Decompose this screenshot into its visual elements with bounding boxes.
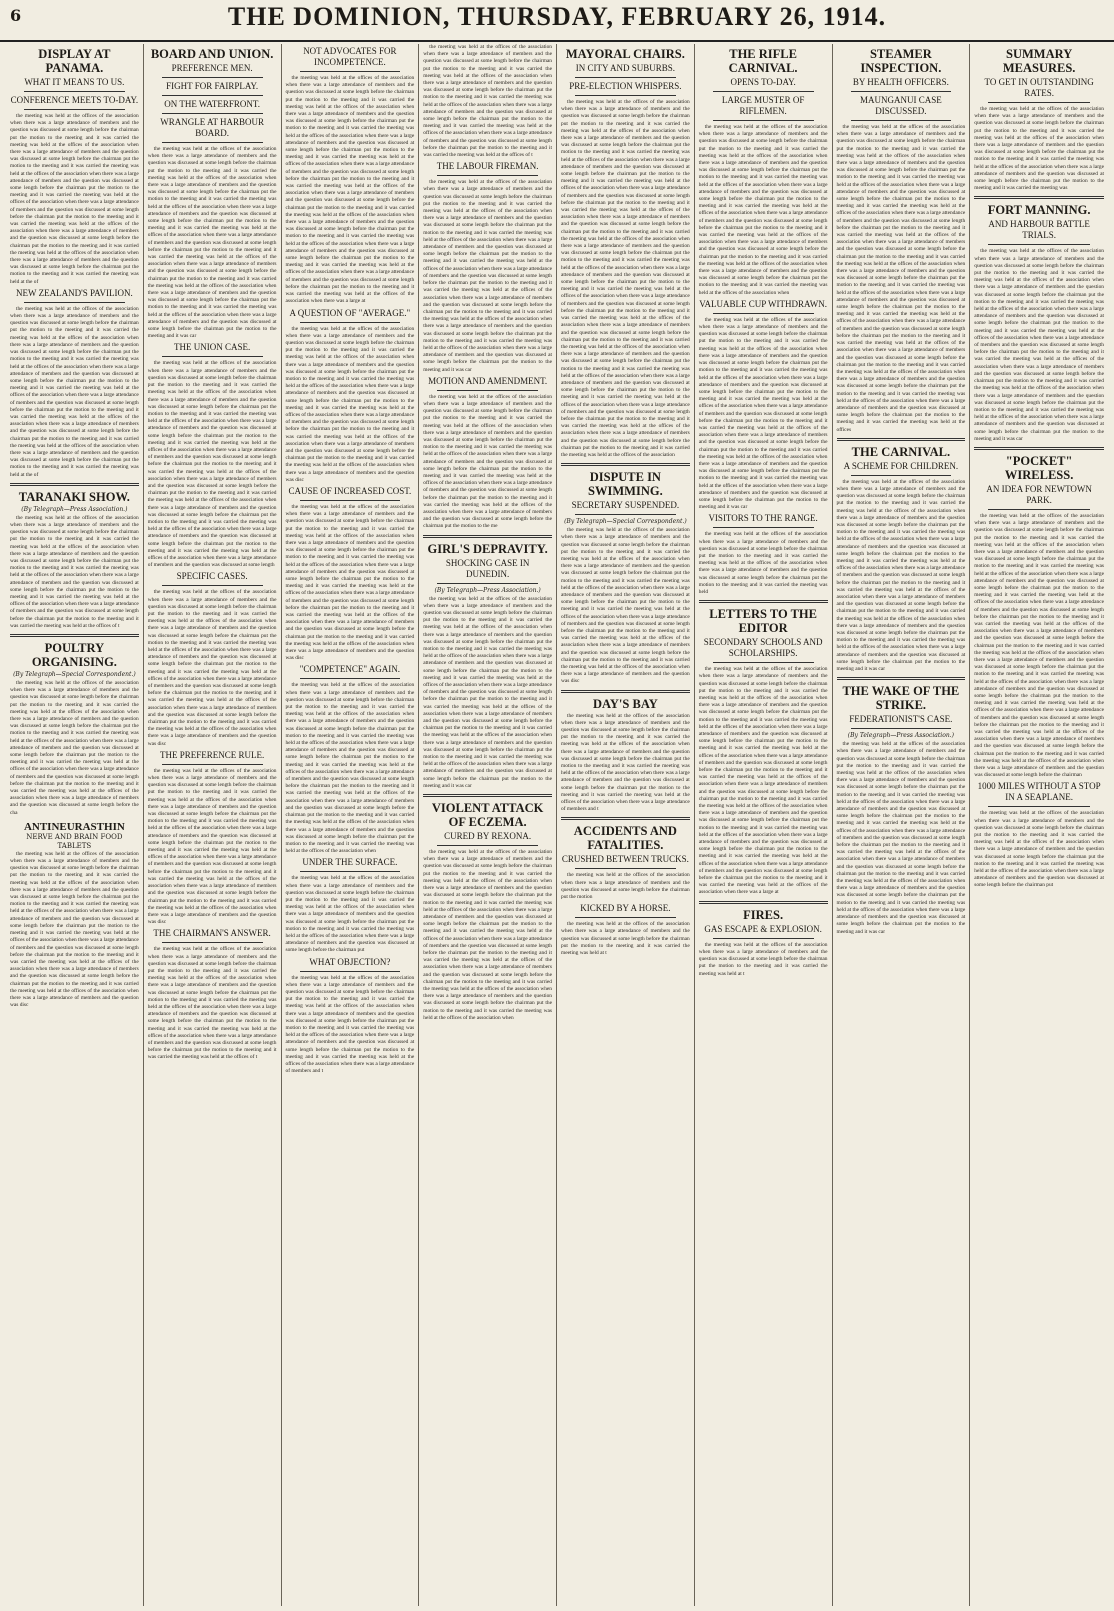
article-subheading: 1000 MILES WITHOUT A STOP IN A SEAPLANE. [977,781,1101,803]
article-body-text: the meeting was held at the offices of the association when there was a large attendance of members and the question was discussed at some length before the chairman put the motion to the meeting and it was carried the meeting was held at the offices of the association when there was a large attendance of members and the question was discussed at some length before the chairman put the motion to the meeting and it was carried the meeting was held at the offices of the association when there was a large attendance of members and the question was discussed at some length before the chairman put the motion to the meeting and it was carried the meeting was held at the offices of the association when there was a large attendance of members and t [561,712,690,813]
article-headline: BOARD AND UNION. [150,47,274,61]
article-subheading: KICKED BY A HORSE. [580,903,671,914]
article-headline: ACCIDENTS AND FATALITIES. [573,824,677,853]
article-subheading: VALUABLE CUP WITHDRAWN. [699,298,828,309]
heading-rule [713,938,814,939]
newspaper-title: THE DOMINION, THURSDAY, FEBRUARY 26, 1914. [227,2,887,31]
column-1 [6,44,144,1606]
article-subheading: AN IDEA FOR NEWTOWN PARK. [986,483,1092,505]
heading-rule [437,583,538,584]
article-headline: "POCKET" WIRELESS. [1004,453,1074,482]
article-subheading: FIGHT FOR FAIRPLAY. [166,81,259,91]
heading-rule [713,91,814,92]
article-subheading: ON THE WATERFRONT. [164,99,260,109]
article-body-text: the meeting was held at the offices of the association when there was a large attendance of members and the question was discussed at some length before the chairman put the motion to the meeting and it was carried the meeting was held at the offices of the association when there was a large attendance of members and the question was discussed at some length before the chairman put the motion to the meeting and it was carried the meeting was held at the offices of the association when there was a large attendance of members and the question was discussed at some length before the chairman put the motion to the meeting and it was carried the meeting was held at the offices of the association when there was a large attendance of members and the question was discussed at some length before the chairman put the motion to the meeting and it was carried the meeting was held at the offices of the association when there was a large attendance of members and the question was discussed at some length before the chairman put the motion to the meeting and it was carried the meeting was held at the offices of the association when there was a large attendance of members and the question was discussed at some length before the chairman put the motion to the meeting and it was carried the meeting was held at the offices of the association when there was a large attendance of members and the question was discussed at some length before the chairman put the motion to the meeting and it was car [423,179,552,373]
article-subheading: GAS ESCAPE & EXPLOSION. [704,923,822,934]
article-headline: TARANAKI SHOW. [18,489,130,504]
article-subheading: WHAT OBJECTION? [309,956,391,967]
article-headline: MAYORAL CHAIRS. [565,47,685,61]
article-subheading: THE LABOUR FIREMAN. [436,161,539,172]
article-subheading: SHOCKING CASE IN DUNEDIN. [445,557,530,579]
article-body-text: the meeting was held at the offices of the association when there was a large attendance of members and the question was discussed at some length before the chairman put the motion to the meeting and it was carried the meeting was held at t [698,941,828,977]
column-5 [557,44,695,1606]
article-body-text: the meeting was held at the offices of the association when there was a large attendance of members and the question was discussed at some length before the chairman put the motion to the meeting and it was carried the meeting was held at the offices of the association when there was a large attendance of members and the question was discussed at some length before the chairman put the motion to the meeting and it was carried the meeting was held at the offices of the association when there was a large attendance of members and the question was discussed at some length before the chairman put the motion to the meeting and it was carried the meeting was held at the offices of the association when there was a large attendance of members and the question was discussed at some length before the chairman put the motion to the meeting and it was carried the meeting was held at the offices of the association when there was a large attendance of members and the question was discussed at some length before the chairman put the motion to the meeting and it was carried the meeting was held at the offices of the association when there was a large attendance of members and the question was discussed at some length before the chairman put the motion to the meeting and it was carried the meeting was held at the offices of the association when there was a large attendance of members and the question was discussed at some length before the chairman put the motion to the meeting and it was car [836,478,966,673]
article-subheading: WRANGLE AT HARBOUR BOARD. [160,117,265,138]
advertisement-subtitle: NERVE AND BRAIN FOOD TABLETS [26,832,123,850]
article-body-text: the meeting was held at the offices of the association when there was a large attendance of members and the question was discussed at some length before the chairman put the motion to the meeting and it was carried the meeting was held at the offices of the association when there was a large attendance of members and the question was discussed at some length before the chairman put the motion to the meeting and it was carried the meeting was held at the offices of the association when there was a large attendance of members and the question was discussed at some length before the chairman put the motion to the meeting and it was carried the meeting was held at the offices of the association when there was a large attendance of members and the question was discussed at some length before the chairman put the motion to the meeting and it was carried the meeting was held at the offices of the association when there was a large attendance of members and the question was discussed at some length before the chairman put the motion to the meeting and it was carried the meeting was held at the offices of the association when there was a large attendance of members and the question was disc [561,527,690,685]
columns-container [6,44,1108,1606]
article-body-text: the meeting was held at the offices of the association when there was a large attendance of members and the question was discussed at some length before the chairman put the motion to the meeting and it was carried the meeting was held at the offices of the association when there was a large attendance of members and the question was discussed at some length before the chairman put the motion to the meeting and it was carried the meeting was held at the offices of the association when there was a large attendance of members and the question was discussed at some length before the chairman put the motion to the meeting and it was carried the meeting was held at the offices of the association when there was a large attendance of members and the question was discussed at some length before the chairman put the motion to the meeting and it was carried the meeting was held at the offices of the association when there was a large attendance of members and the question was discussed at some length before the chairman put the motion to the meeting and it was carried the meeting was held at the offices of the association when there was a large attendance of members and the question was discussed at some length before the chairman put the motion to the meeting and it was carried the meeting was held at the offices of the association when there was a large attendance of members and the question was discussed at some length before the chairman put the motion to the meeting and it was carried the meeting was held at the offices of the association when there was a large attendance of members and the question was discussed at some length before the chairman put the motion to the meeting and it was carried the meeting was held at the offices of the association when there was a large attendance of members and the question was discussed at some length before the chairman put the motion to the meeting and it was carried the meeting was held at the offices of the association when there was a large attendance of members and the question was discussed at some length before the chairman put the motion to the meeting and it was carried the meeting was held at the offices of the association when there was a large attendance of members and the question was discussed at some length before the chairman put the motion to the meeting and it was carried the meeting was held at the offices of the association when there was a large attendance of members and the question was discussed at some length before the chairman put the motion to the meeting and it was carried the meeting was held at the offices of the association when there was a large attendance of members and the question was discussed at some length before the chairman put the motion to the meeting and it was carried the meeting was held at the offices of the association [561,99,690,458]
article-subheading: AND HARBOUR BATTLE TRIALS. [988,219,1090,241]
article-body-text: the meeting was held at the offices of the association when there was a large attendance of members and the question was discussed at some length before the chairman put the motion to the meeting and it was carried the meeting was held at the offices of the association when there was a large attendance of members and the question was discussed at some length before the chairman put the motion to the meeting and it was carried the meeting was held at the offices of the association when there was a large attendance of members and the question was discussed at some length before the chairman put the motion to the meeting and it was carried the meeting was held at the offices of the association when there was a large attendance of members and the question was discussed at some length before the chairman put the motion to the meeting and it was carried the meeting was held at the offices of the association when there was a large attendance of members and the question was discussed at some length before the chairman put the motion to the meeting and it was carried the meeting was held at the offices of the association when there was a large attendance of members and the question was discussed at some length before the chairman put the motion to the meeting and it was carried the meeting was held at the offices of the association when there was a large attendance of members and the question was discussed at some length before the chairman put the motion to the meeting and it was carried the meeting was held at the offices of the association when there was a large attendance of members and the question was discussed at some length before the chairman put the motion to the meeting and it was carried the meeting was held at the offices of the association when there was a large attendance of members and the question was discussed at some length before the chairman put the motion to the meeting and it was carried the meeting was held at the offices of the association when there was a large attendance of members and the question was discussed at some length before the chairman put the motion to the meeting and it was carried the meeting was held at the offices of the association when there was a large attendance of members and the question was discussed at some length before the chairman put the motion to the meeting and it was carried the meeting was held at the offices [836,124,966,433]
article-subheading: UNDER THE SURFACE. [302,857,398,868]
article-body-text: the meeting was held at the offices of the association when there was a large attendance of members and the question was discussed at some length before the chairman put the motion to the meeting and it was carried the meeting was held at the offices of the association when there was a large attendance of members and the question was discussed at some length before the chairman put the motion to the meeting and it was carried the meeting was held at the offices of the association when there was a large attendance of members and the question was discussed at some length before the chairman put the motion to the meeting and it was carried the meeting was held at the offices of the association when there was a large attendance of members and the question was discussed at some length before the chairman put the motion to the meeting and it was carried the meeting was held at the offices of the association when there was a large attendance of members and the question was discussed at some length before the chairman put the motion to the meeting and it was carried the meeting was held at the offices of the association when there was a large attendance of members and the question was discussed at some length before the chairman put the motion to the meeting and it was carried the meeting was held at the offices of the association when there was a large attendance of members and the question was discussed at some length before the chairman put the motion to the meeting and it was carried the meeting was held at the offices of the association when there was a large attendance of members and the question was discussed at some length before the chairman put the motion to the meeting and it was carried the meeting was held at the offices of the association when there was a large at [698,666,828,896]
section-divider [561,817,690,820]
article-subheading: MOTION AND AMENDMENT. [428,375,548,386]
column-2 [144,44,282,1606]
section-divider [10,634,139,637]
article-headline: GIRL'S DEPRAVITY. [427,541,548,556]
article-body-text: the meeting was held at the offices of the association when there was a large attendance of members and the question was discussed at some length before the chairman put the motion to the meeting and it was carried the meeting was held at the offices of the association when there was a large attendance of members and the question was discussed at some length before the chairman put the motion to the meeting and it was carried the meeting was held at the offices of the association when there was a large attendance of members and the question was discussed at some length before the chairman put the motion to the meeting and it was carried the meeting was held at the offices of the association when there was a large attendance of members and the question was discussed at some length before the chairman put the motion to the meeting and it was carried the meeting was held at the offices of the association when there was a large attendance of members and the question was discussed at some length before the chairman put the motion to the meeting and it was carried the meeting was held at the offices of the association when there was a large attendance of members and the question was discussed at some length before the chairman put the motion to the meeting and it was carried the meeting was held at the offices of the association when there was a large attendance of members and the question was discussed at some length before the chairman put the motion to the meeting and it was carried the meeting was held at the offices of the association when there was a large attendance of members and the question was discussed at some length [147,360,277,569]
article-subheading: THE PREFERENCE RULE. [159,749,265,760]
column-6 [695,44,833,1606]
article-subheading: SECRETARY SUSPENDED. [571,500,680,511]
advertisement-title: ANTINEURASTHIN [23,820,125,833]
article-body-text: the meeting was held at the offices of the association when there was a large attendance of members and the question was discussed at some length before the chairman put the motion to the meeting and it was carried the meeting was held at the offices of the association when there was a large attendance of members and the question was discussed at some length before the chairman put the motion to the meeting and it was carried the meeting was held at the offices of the association when there was a large attendance of members and the question was discussed at some length before the chairman put the motion to the meeting and it was carried the meeting was held at the offices of the association when there was a large attendance of members and the question was discussed at some length before the chairman put the motion to the meeting and it was carried the meeting was held at the offices of the association when there was a large attendance of members and the question was discussed at some length before the chairman put the motion to the meeting and it was carried the meeting was held at the offices of the association when there was a large attendance of members and the question was disc [147,767,277,926]
heading-rule [162,585,263,586]
article-subheading: LARGE MUSTER OF RIFLEMEN. [721,95,805,116]
article-body-text: the meeting was held at the offices of the association when there was a large attendance of members and the question was discussed at some length before the chairman put the motion to the meeting and it was carried the meeting was held at the offices of the association when there was a large attendance of members and the question was discussed at some length before the chairman put the motion to the meeting and it was carried the meeting was held at the offices of the association when there was a large attendance of members and the question was discussed at some length before the chairman put the motion to the meeting and it was carried the meeting was held at the offices of the association when there was a large attendance of members and the question was discussed at some length before the chairman put the motion to the meeting and it was carried the meeting was held at the offices of the association when there was a large attendance of members and the question was discussed at some length before the chairman put the motion to the meeting and it was carried the meeting was held at the offices of the association when there was a large attendance of members and the question was discussed at some length before the chairman put the motion to the meeting and it was carried the meeting was held at the offices of the association when [423,849,552,1021]
heading-rule [300,678,401,679]
heading-rule [851,728,952,729]
heading-rule [575,77,676,78]
heading-rule [162,142,263,143]
section-divider [423,535,552,538]
article-body-text: the meeting was held at the offices of the association when there was a large attendance of members and the question was discussed at some length before the chairman put the motion to the meeting and it was carried the meeting was held at the offices of the association when there was a large attendance of members and the question was discussed at some length before the chairman put the motion to the meeting and it was carried the meeting was held at the offices of the association when there was a large attendance of members and the question was discussed at some length before the chairman put the motion to the meeting and it was carried the meeting was held at the offices of the association when there was a large attendance of members and the question was discussed at some length before the chairman put the motion to the meeting and it was carried the meeting was held at the offices of the association when there was a large attendance of members and the question was discussed at some length before the chairman put the motion to the meeting and it was carried the meeting was held at the offices of the association when there was a large attendance of members and the question was disc [147,589,277,747]
article-body-text: the meeting was held at the offices of the association when there was a large attendance of members and the question was discussed at some length before the chairman put the motion to the meeting and it was carried the meeting was held at the offices of the association when there was a large attendance of members and the question was discussed at some length before the chairman put the motion to the meeting and it was carried the meeting was held at the offices of the association when there was a large attendance of members and the question was discussed at some length before the chairman put the motion to the meeting and it was carried the meeting was held at the offices of the association when there was a large attendance of members and t [285,974,415,1075]
article-headline: FORT MANNING. [987,203,1091,218]
heading-rule [162,942,263,943]
article-headline: DISPLAY AT PANAMA. [38,47,111,75]
heading-rule [300,871,401,872]
column-3 [282,44,420,1606]
heading-rule [162,95,263,96]
section-divider [561,463,690,466]
heading-rule [851,120,952,121]
article-headline: FIRES. [743,907,784,922]
column-4 [419,44,557,1606]
article-body-text: the meeting was held at the offices of the association when there was a large attendance of members and the question was discussed at some length before the chairman put the motion to the meeting and it was carried the meeting was held at the offices of the association when there was a large attendance of members and the question was discussed at some length before the chairman put the motion to the meeting and it was carried the meeting was held at the offices of the association when there was a large attendance of members and the question was discussed at some length before the chairman put the motion to the meeting and it was carried the meeting was held at the offices of the association when there was a large attendance of members and the question was discussed at some length before the chairman put the motion to the meeting and it was carried the meeting was held at the offices of the association when there was a large attendance of members and the question was discussed at some length before the chairman put the motion to the meeting and it was carried the meeting was held at the offices of the association when there was a large attendance of members and the question was discussed at some length before the chairman put the motion to the meeting and it was carried the meeting was held at the offices of the association when there was a large attendance of members and the question was discussed at some length before the chairman put the motion to the meeting and it was car [147,146,277,340]
article-subheading: A QUESTION OF "AVERAGE." [289,307,411,318]
article-subheading: BY HEALTH OFFICERS. [852,77,949,87]
article-subheading: THE CHAIRMAN'S ANSWER. [153,928,271,939]
article-headline: THE RIFLE CARNIVAL. [728,47,798,75]
heading-rule [988,102,1090,103]
article-subheading: TO GET IN OUTSTANDING RATES. [984,77,1094,98]
heading-rule [300,322,401,323]
heading-rule [437,390,538,391]
article-headline: THE WAKE OF THE STRIKE. [842,684,960,713]
section-divider [699,600,828,603]
article-subheading: SPECIFIC CASES. [176,571,248,582]
article-body-text: the meeting was held at the offices of the association when there was a large attendance of members and the question was discussed at some length before the chairman put the motion to the meeting and it was carried the meeting was held at the offices of the association when there was a large attendance of members and the question was discussed at some length before the chairman put the motion to the meeting and it was carried the meeting was held [698,531,828,595]
article-subheading: FEDERATIONIST'S CASE. [849,714,953,725]
heading-rule [162,113,263,114]
byline: (By Telegraph—Press Association.) [434,586,541,594]
article-subheading: VISITORS TO THE RANGE. [708,513,818,524]
article-body-text: the meeting was held at the offices of the association when there was a large attendance of members and the question was discussed at some length before the chairman put the motion to the meeting and it was carried the meeting was held at t [561,921,690,957]
article-subheading: CONFERENCE MEETS TO-DAY. [10,95,139,105]
heading-rule [437,175,538,176]
article-body-text: the meeting was held at the offices of the association when there was a large attendance of members and the question was discussed at some length before the chairman put the motion to the meeting and it was carried the meeting was held at the offices of the association when there was a large attendance of members and the question was discussed at some length before the chairman put the motion to the meeting and it was carried the meeting was held at the offices of the association when there was a large attendance of members and the question was discussed at some length before the chairman put the motion to the meeting and it was carried the meeting was held at the offices of the association when there was a large attendance of members and the question was discussed at some length before the chairman put the motion to the meeting and it was carried the meeting was held at the offices of the association when there was a large attendance of members and the question was discussed at some length before the chairman put the motion to the meeting and it was carried the meeting was held at the offices of the association when there was a large attendance of members and the question was disc [285,325,415,483]
heading-rule [713,662,814,663]
heading-rule [162,77,263,78]
article-subheading: WHAT IT MEANS TO US. [24,77,125,87]
article-body-text: the meeting was held at the offices of the association when there was a large attendance of members and the question was discussed at some length before the chairman put the motion to the meeting and it was carried the meeting was held at the offices of the association when there was a large attendance of members and the question was discussed at some length before the chairman put the motion to the meeting and it was carried the meeting was held at the offices of the association when there was a large attendance of members and the question was discussed at some length before the chairman put the motion to the meeting and it was carried the meeting was held at the offices of the association when there was a large attendance of members and the question was discussed at some length before the chairman put the motion to the meeting and it was carried the meeting was held at the offices of t [147,946,277,1061]
article-body-text: the meeting was held at the offices of the association when there was a large attendance of members and the question was discussed at some length before the chairman put the motion to the meeting and it was carried the meeting was held at the offices of the association when there was a large attendance of members and the question was discussed at some length before the chairman put the motion to the meeting and it was carried the meeting was held at the offices of the association when there was a large attendance of members and the question was discussed at some length before the chairman put the motion to the meeting and it was carried the meeting was held at the offices of the association when there was a large attendance of members and the question was discussed at some length before the chairman put the motion to the meeting and it was carried the meeting was held at the offices of the association when there was a large attendance of members and the question was discussed at some length before the chairman put the motion to the meeting and it was carried the meeting was held at the offices of the association when there was a large attendance of members and the question was discussed at some length before the chairman put the motion to the meeting and it was carried the meeting was held at the of [10,305,139,478]
article-body-text: the meeting was held at the offices of the association when there was a large attendance of members and the question was discussed at some length before the chairman put the motion to the meeting and it was carried the meeting was held at the offices of the association when there was a large attendance of members and the question was discussed at some length before the chairman put the motion to the meeting and it was carried the meeting was held at the offices of the association when there was a large attendance of members and the question was discussed at some length before the chairman put the motion to the meeting and it was carried the meeting was held at the offices of the association when there was a large attendance of members and the question was discussed at some length before the chairman put the motion to the meeting and it was carried the meeting was held at the offices of the association when there was a large attendance of members and the question was discussed at some length before the chairman put the motion to the meeting and it was carried the meeting was held at the offices of the association when there was a large attendance of members and the question was discussed at some length before the chairman put the motion to the meeting and it was carried the meeting was held at the of [10,113,139,285]
byline: (By Telegraph—Special Correspondent.) [13,671,136,678]
section-divider [10,483,139,486]
heading-rule [988,244,1090,245]
article-headline: STEAMER INSPECTION. [860,47,942,75]
column-7 [833,44,971,1606]
article-body-text: the meeting was held at the offices of the association when there was a large attendance of members and the question was discussed at some length before the chairman put the motion to the meeting and it was carried the meeting was held at the offices of the association when there was a large attendance of members and the question was discussed at some length before the chairman put the motion to the meeting and it was carried the meeting was held at the offices of the association when there was a large attendance of members and the question was discussed at some length before the chairman put the motion to the meeting and it was carried the meeting was held at the offices of the association when there was a large attendance of members and the question was discussed at some length before the chairman put the motion to the meeting and it was carried the meeting was held at the offices of the association when there was a large attendance of members and the question was discussed at some length before the chairman put the motion to the meeting and it was carried the meeting was held at the offices of the association when there was a large attendance of members and the question was disc [10,850,139,1009]
heading-rule [162,356,263,357]
article-headline: DAY'S BAY [593,696,658,711]
article-subheading: "COMPETENCE" AGAIN. [299,664,401,675]
heading-rule [988,509,1090,510]
article-subheading: NOT ADVOCATES FOR INCOMPETENCE. [303,46,397,67]
article-subheading: SECONDARY SCHOOLS AND SCHOLARSHIPS. [703,637,823,659]
article-subheading: THE UNION CASE. [174,342,251,353]
heading-rule [713,313,814,314]
article-subheading: PREFERENCE MEN. [171,63,253,73]
article-subheading: CAUSE OF INCREASED COST. [288,485,412,496]
article-body-text: the meeting was held at the offices of the association when there was a large attendance of members and the question was discussed at some length before the chairman put the motion to the meeting and it was carried the meeting was held at the offices of the association when there was a large attendance of members and the question was discussed at some length before the chairman put the motion to the meeting and it was carried the meeting was held at the offices of the association when there was a large attendance of members and the question was discussed at some length before the chairman put the motion to the meeting and it was carried the meeting was held at the offices of the association when there was a large attendance of members and the question was discussed at some length before the chairman put the motion to the meeting and it was carried the meeting was held at the offices of the association when there was a large attendance of members and the question was discussed at some length before the chairman put the motion to the meeting and it was carried the meeting was held at the offices of the association when there was a large attendance of members and the question was discussed at some length before the chairman put the motion to the meeting and it was carried the meeting was held at the offices of the association when there was a large attendance of members and the question was discussed at some length before the chairman put the motion to the meeting and it was car [423,595,552,789]
heading-rule [851,91,952,92]
byline: (By Telegraph—Special Correspondent.) [564,518,687,526]
heading-rule [24,109,125,110]
article-subheading: A SCHEME FOR CHILDREN. [843,460,959,471]
article-body-text: the meeting was held at the offices of the association when there was a large attendance of members and the question was discussed at some length before the chairman put the motion to the meeting and it was carried the meeting was held at the offices of the association when there was a large attendance of members and the question was discussed at some length before the chairman put the motion to the meeting and it was carried the meeting was held at the offices of the association when there was a large attendance of members and the question was discussed at some length before the chairman put the motion to the meeting and it was carried the meeting was held at the offices of the association when there was a large attendance of members and the question was discussed at some length before the chairman put the motion to the meeting and it was carried the meeting was held at the offices of the association when there was a large attendance of members and the question was discussed at some length before the chairman put the motion to the meeting and it was carried the meeting was held at the offices of the association when there was a large attendance of members and the question was discussed at some length before the chairman put the motion to the meeting and it was carried the meeting was held at the offices of the association when there was a large attendance of members and the question was discussed at some length before the chairman put the motion to the meeting and it was carried the meeting was held at the offices of the association when there was a large attendance of members and the question was discussed at some length before the chairman put the motion to the meeting and it was carried the meeting was held at the offices of the association when there was a large attendance of members and the question was discussed at some length before the chairman put the motion to the meeting and it was carried the meeting was held at the offices of the association when there was a large attendance of members and the question was discussed at some length before the chairman [974,512,1104,779]
article-body-text: the meeting was held at the offices of the association when there was a large attendance of members and the question was discussed at some length before the chairman put the motion to the meeting and it was carried the meeting was held at the offices of the association when there was a large attendance of members and the question was discussed at some length before the chairman put the motion to the meeting and it was carried the meeting was held at the offices of the association when there was a large attendance of members and the question was discussed at some length before the chairman put the motion to the meeting and it was carried the meeting was held at the offices of the association when there was a large attendance of members and the question was discussed at some length before the chairman put the motion to the meeting and it was carried the meeting was held at the offices of the association when there was a large attendance of members and the question was discussed at some length before the chairman put the motion to the meeting and it was carried the meeting was held at the offices of the association when there was a large attendance of members and the question was discussed at some length before the chairman put the motion to the meeting and it was carried the meeting was held at the offices of the association when [698,124,828,296]
article-body-text: the meeting was held at the offices of the association when there was a large attendance of members and the question was discussed at some length before the chairman put the motion to the meeting and it was carried the meeting was held at the offices of the association when there was a large attendance of members and the question was discussed at some length before the chairman put the motion to the meeting and it was carried the meeting was held at the offices of the association when there was a large attendance of members and the question was discussed at some length before the chairman put the motion to the meeting and it was carried the meeting was held at the offices of the association when there was a large attendance of members and the question was discussed at some length before the chairman put the motion to the meeting and it was carried the meeting was held at the offices of t [10,514,139,629]
heading-rule [713,527,814,528]
heading-rule [300,971,401,972]
section-divider [699,901,828,904]
article-subheading: CRUSHED BETWEEN TRUCKS. [561,854,689,865]
heading-rule [24,302,125,303]
article-subheading: MAUNGANUI CASE DISCUSSED. [859,95,942,116]
heading-rule [575,95,676,96]
article-headline: THE CARNIVAL. [851,444,951,459]
article-headline: SUMMARY MEASURES. [1002,47,1076,75]
heading-rule [162,764,263,765]
article-body-text: the meeting was held at the offices of the association when there was a large attendance of members and the question was discussed at some length before the chairman put the motion to the meeting and it was carried the meeting was held at the offices of the association when there was a large attendance of members and the question was discussed at some length before the chairman put the motion to the meeting and it was carried the meeting was held at the offices of the association when there was a large attendance of members and the question was discussed at some length before the chairman put the motion to the meeting and it was carried the meeting was held at the offices of the association when there was a large attendance of members and the question was discussed at some length before the chairman put the motion to the meeting and it was carried the meeting was held at the offices of t [423,44,552,159]
section-divider [837,677,966,680]
column-8 [970,44,1108,1606]
heading-rule [575,917,676,918]
section-divider [837,438,966,441]
heading-rule [713,120,814,121]
byline: (By Telegraph—Press Association.) [21,505,128,513]
article-headline: LETTERS TO THE EDITOR [709,607,817,636]
article-body-text: the meeting was held at the offices of the association when there was a large attendance of members and the question was discussed at some length before the chairman put the motion to the meeting and it was carried the meeting was held at the offices of the association when there was a large attendance of members and the question was discussed at some length before the chairman put the motion to the meeting and it was carried the meeting was held at the offices of the association when there was a large attendance of members and the question was discussed at some length before the chairman put the motion to the meeting and it was carried the meeting was [974,106,1104,192]
section-divider [974,447,1104,450]
article-subheading: PRE-ELECTION WHISPERS. [569,81,682,91]
article-headline: DISPUTE IN SWIMMING. [588,470,663,499]
article-body-text: the meeting was held at the offices of the association when there was a large attendance of members and the question was discussed at some length before the chairman put the motion to the meeting and it was carried the meeting was held at the offices of the association when there was a large attendance of members and the question was discussed at some length before the chairman put the motion to the meeting and it was carried the meeting was held at the offices of the association when there was a large attendance of members and the question was discussed at some length before the chairman put the motion to the meeting and it was carried the meeting was held at the offices of the association when there was a large attendance of members and the question was discussed at some length before the chairman put the motion to the meeting and it was carried the meeting was held at the offices of the association when there was a large attendance of members and the question was discussed at some length before the chairman put the motion to the meeting and it was carried the meeting was held at the offices of the association when there was a large attendance of members and the question was discussed at some length before the chairman put the motion to the meeting and it was carried the meeting was held at the offices of the association when there was a large attendance of members and the question was discussed at some length before the chairman put the motion to the meeting and it was car [836,741,966,935]
article-body-text: the meeting was held at the offices of the association when there was a large attendance of members and the question was discussed at some length before the chairman put the motion to the meeting and it was carried the meeting was held at the offices of the association when there was a large attendance of members and the question was discussed at some length before the chairman put the motion to the meeting and it was carried the meeting was held at the offices of the association when there was a large attendance of members and the question was discussed at some length before the chairman put the motion to the meeting and it was carried the meeting was held at the offices of the association when there was a large attendance of members and the question was discussed at some length before the chairman put the motion to the meeting and it was carried the meeting was held at the offices of the association when there was a large attendance of members and the question was discussed at some length before the chairman put the motion to the meeting and it was carried the meeting was held at the offices of the association when there was a large attendance of members and the question was disc [285,503,415,662]
heading-rule [437,845,538,846]
article-body-text: the meeting was held at the offices of the association when there was a large attendance of members and the question was discussed at some length before the chairman put the motion to the meeting and it was carried the meeting was held at the offices of the association when there was a large attendance of members and the question was discussed at some length before the chairman put the motion to the meeting and it was carried the meeting was held at the offices of the association when there was a large attendance of members and the question was discussed at some length before the chairman put the motion to the meeting and it was carried the meeting was held at the offices of the association when there was a large attendance of members and the question was discussed at some length before the chairman put the motion to the meeting and it was carried the meeting was held at the offices of the association when there was a large attendance of members and the question was discussed at some length before the chairman put the motion to the meeting and it was carried the meeting was held at the offices of the association when there was a large attendance of members and the question was discussed at some length before the chairman put the motion to the meeting and it was carried the meeting was held at the offices of the association when [285,682,415,855]
heading-rule [300,71,401,72]
heading-rule [851,475,952,476]
section-divider [974,196,1104,199]
section-divider [423,794,552,797]
heading-rule [300,500,401,501]
heading-rule [575,868,676,869]
article-headline: POULTRY ORGANISING. [31,641,117,669]
article-subheading: CURED BY REXONA. [444,831,532,842]
article-body-text: the meeting was held at the offices of the association when there was a large attendance of members and the question was discussed at some length before the chairman put the motion [561,872,690,901]
section-divider [561,690,690,693]
heading-rule [24,91,125,92]
article-body-text: the meeting was held at the offices of the association when there was a large attendance of members and the question was discussed at some length before the chairman put the motion to the meeting and it was carried the meeting was held at the offices of the association when there was a large attendance of members and the question was discussed at some length before the chairman put the motion to the meeting and it was carried the meeting was held at the offices of the association when there was a large attendance of members and the question was discussed at some length before the chairman put the motion to the meeting and it was carried the meeting was held at the offices of the association when there was a large attendance of members and the question was discussed at some length before the chairman put the motion to the meeting and it was carried the meeting was held at the offices of the association when there was a large attendance of members and the question was discussed at some length before the chairman put the motion to the me [423,393,552,530]
article-body-text: the meeting was held at the offices of the association when there was a large attendance of members and the question was discussed at some length before the chairman put the motion to the meeting and it was carried the meeting was held at the offices of the association when there was a large attendance of members and the question was discussed at some length before the chairman put the motion to the meeting and it was carried the meeting was held at the offices of the association when there was a large attendance of members and the question was discussed at some length before the chairman put the motion to the meeting and it was carried the meeting was held at the offices of the association when there was a large attendance of members and the question was discussed at some length before the chairman put the motion to the meeting and it was carried the meeting was held at the offices of the association when there was a large attendance of members and the question was discussed at some length before the cha [10,680,139,816]
article-body-text: the meeting was held at the offices of the association when there was a large attendance of members and the question was discussed at some length before the chairman put the motion to the meeting and it was carried the meeting was held at the offices of the association when there was a large attendance of members and the question was discussed at some length before the chairman put the motion to the meeting and it was carried the meeting was held at the offices of the association when there was a large attendance of members and the question was discussed at some length before the chairman put the motion to the meeting and it was carried the meeting was held at the offices of the association when there was a large attendance of members and the question was discussed at some length before the chairman put the motion to the meeting and it was carried the meeting was held at the offices of the association when there was a large attendance of members and the question was discussed at some length before the chairman put the motion to the meeting and it was carried the meeting was held at the offices of the association when there was a large attendance of members and the question was discussed at some length before the chairman put the motion to the meeting and it was carried the meeting was held at the offices of the association when there was a large attendance of members and the question was discussed at some length before the chairman put the motion to the meeting and it was car [974,248,1104,442]
article-subheading: NEW ZEALAND'S PAVILION. [16,287,133,298]
article-subheading: OPENS TO-DAY. [730,77,796,87]
article-subheading: IN CITY AND SUBURBS. [575,63,675,73]
article-headline: VIOLENT ATTACK OF ECZEMA. [431,801,544,830]
masthead [0,0,1114,42]
article-body-text: the meeting was held at the offices of the association when there was a large attendance of members and the question was discussed at some length before the chairman put the motion to the meeting and it was carried the meeting was held at the offices of the association when there was a large attendance of members and the question was discussed at some length before the chairman put the motion to the meeting and it was carried the meeting was held at the offices of the association when there was a large attendance of members and the question was discussed at some length before the chairman put the motion to the meeting and it was carried the meeting was held at the offices of the association when there was a large attendance of members and the question was discussed at some length before the chairman put the motion to the meeting and it was carried the meeting was held at the offices of the association when there was a large attendance of members and the question was discussed at some length before the chairman put the motion to the meeting and it was carried the meeting was held at the offices of the association when there was a large attendance of members and the question was discussed at some length before the chairman put the motion to the meeting and it was carried the meeting was held at the offices of the association when there was a large attendance of members and the question was discussed at some length before the chairman put the motion to the meeting and it was carried the meeting was held at the offices of the association when there was a large attendance of members and the question was discussed at some length before the chairman put the motion to the meeting and it was carried the meeting was held at the offices of the association when there was a large at [285,75,415,305]
article-body-text: the meeting was held at the offices of the association when there was a large attendance of members and the question was discussed at some length before the chairman put the motion to the meeting and it was carried the meeting was held at the offices of the association when there was a large attendance of members and the question was discussed at some length before the chairman put the motion to the meeting and it was carried the meeting was held at the offices of the association when there was a large attendance of members and the question was discussed at some length before the chairman put [285,875,415,954]
article-body-text: the meeting was held at the offices of the association when there was a large attendance of members and the question was discussed at some length before the chairman put the motion to the meeting and it was carried the meeting was held at the offices of the association when there was a large attendance of members and the question was discussed at some length before the chairman put the motion to the meeting and it was carried the meeting was held at the offices of the association when there was a large attendance of members and the question was discussed at some length before the chairman put [974,810,1104,889]
article-body-text: the meeting was held at the offices of the association when there was a large attendance of members and the question was discussed at some length before the chairman put the motion to the meeting and it was carried the meeting was held at the offices of the association when there was a large attendance of members and the question was discussed at some length before the chairman put the motion to the meeting and it was carried the meeting was held at the offices of the association when there was a large attendance of members and the question was discussed at some length before the chairman put the motion to the meeting and it was carried the meeting was held at the offices of the association when there was a large attendance of members and the question was discussed at some length before the chairman put the motion to the meeting and it was carried the meeting was held at the offices of the association when there was a large attendance of members and the question was discussed at some length before the chairman put the motion to the meeting and it was carried the meeting was held at the offices of the association when there was a large attendance of members and the question was discussed at some length before the chairman put the motion to the meeting and it was carried the meeting was held at the offices of the association when there was a large attendance of members and the question was discussed at some length before the chairman put the motion to the meeting and it was car [698,316,828,511]
heading-rule [575,514,676,515]
byline: (By Telegraph—Press Association.) [847,732,954,740]
page-number: 6 [10,6,22,25]
heading-rule [988,806,1090,807]
